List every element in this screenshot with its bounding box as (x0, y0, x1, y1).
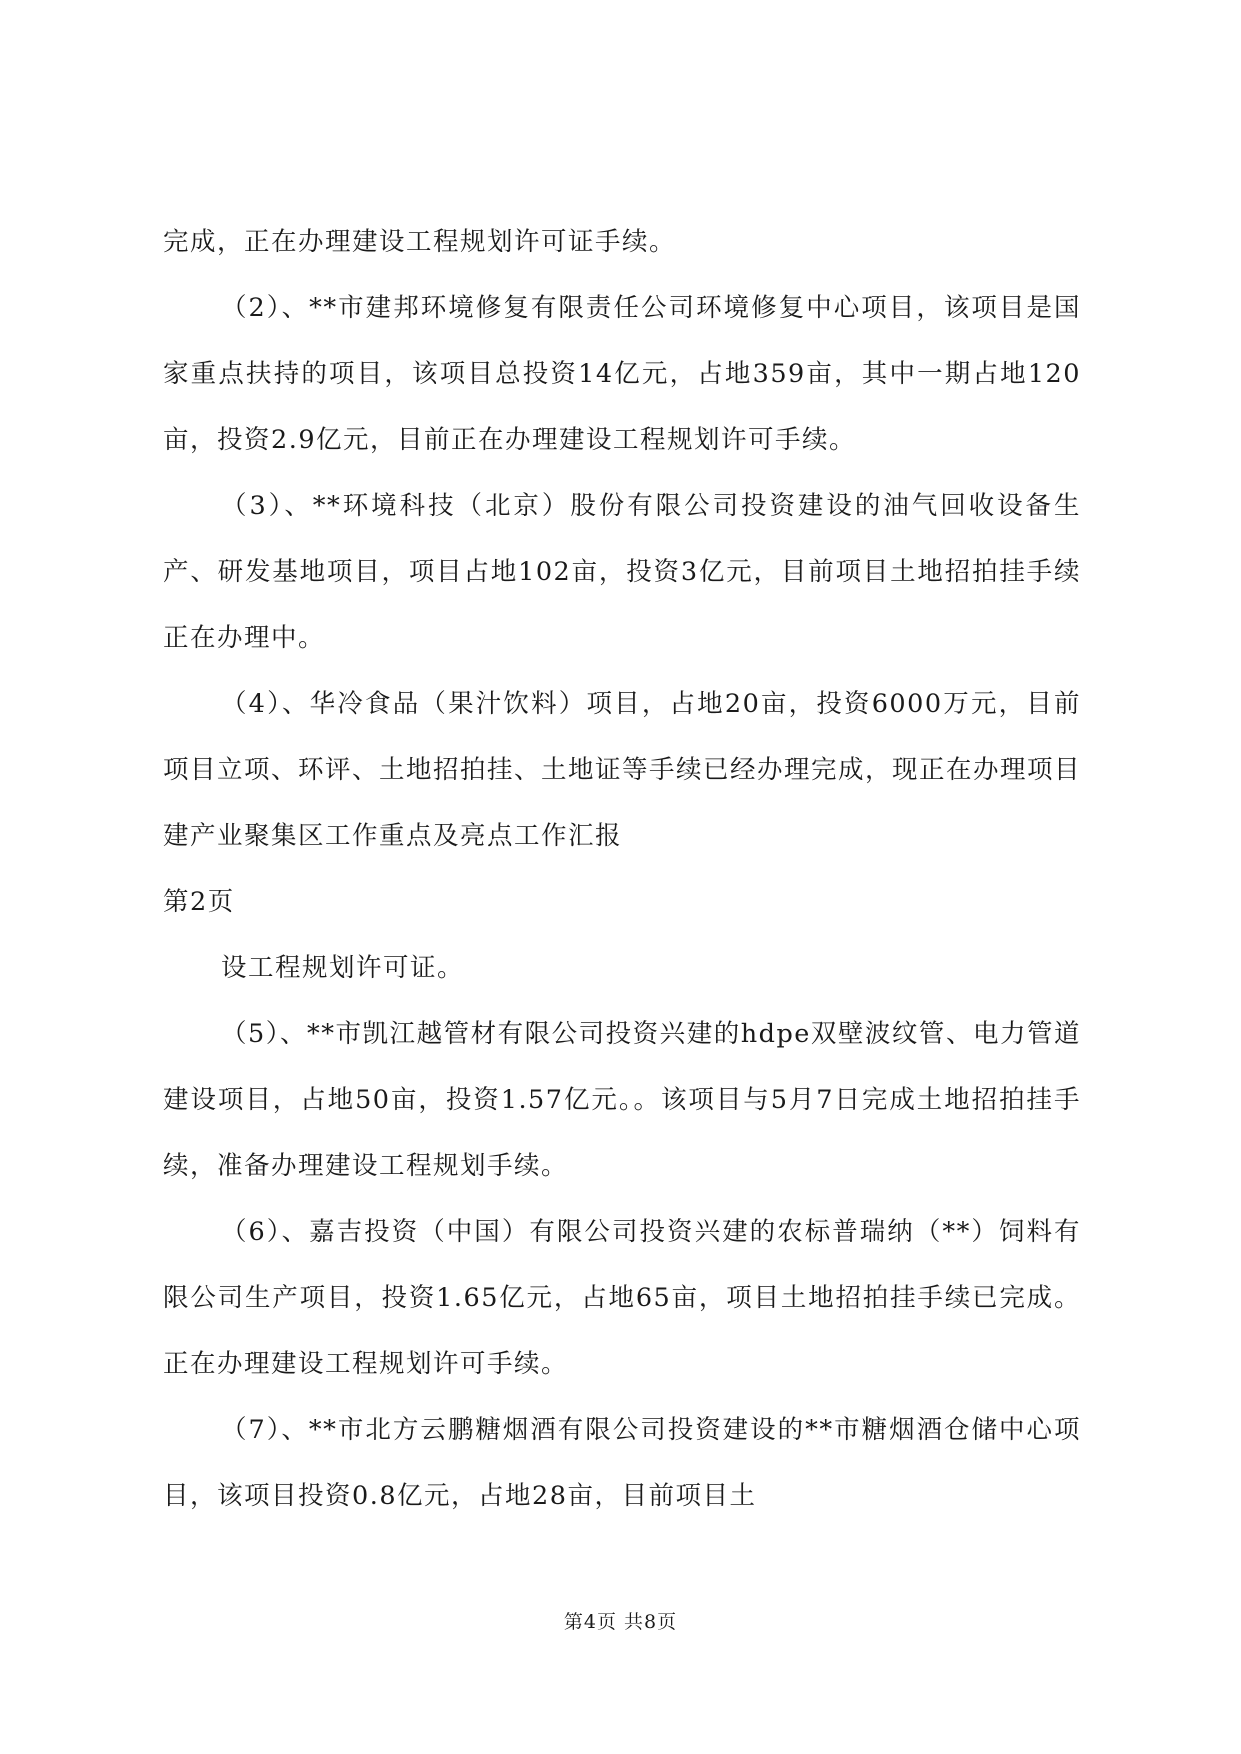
paragraph-1: 完成，正在办理建设工程规划许可证手续。 (163, 227, 677, 257)
paragraph-5: 设工程规划许可证。 (221, 953, 465, 983)
inline-page-marker: 第2页 (163, 887, 235, 917)
paragraph-7: （6）、嘉吉投资（中国）有限公司投资兴建的农标普瑞纳（**）饲料有限公司生产项目，投资1.65亿元，占地65亩，项目土地招拍挂手续已完成。正在办理建设工程规划许可手续。 (163, 1217, 1081, 1379)
page-footer: 第4页 共8页 (563, 1611, 678, 1633)
paragraph-8: （7）、**市北方云鹏糖烟酒有限公司投资建设的**市糖烟酒仓储中心项目，该项目投资0.8亿元，占地28亩，目前项目土 (163, 1415, 1081, 1511)
document-body (163, 209, 1081, 1529)
paragraph-6: （5）、**市凯江越管材有限公司投资兴建的hdpe双壁波纹管、电力管道建设项目，占地50亩，投资1.57亿元。。该项目与5月7日完成土地招拍挂手续，准备办理建设工程规划手续。 (163, 1019, 1081, 1181)
paragraph-2: （2）、**市建邦环境修复有限责任公司环境修复中心项目，该项目是国家重点扶持的项目，该项目总投资14亿元，占地359亩，其中一期占地120亩，投资2.9亿元，目前正在办理建设工程规划许可手续。 (163, 293, 1081, 455)
paragraph-4: （4）、华冷食品（果汁饮料）项目，占地20亩，投资6000万元，目前项目立项、环评、土地招拍挂、土地证等手续已经办理完成，现正在办理项目建产业聚集区工作重点及亮点工作汇报 (163, 689, 1082, 851)
paragraph-3: （3）、**环境科技（北京）股份有限公司投资建设的油气回收设备生产、研发基地项目，项目占地102亩，投资3亿元，目前项目土地招拍挂手续正在办理中。 (163, 491, 1081, 653)
